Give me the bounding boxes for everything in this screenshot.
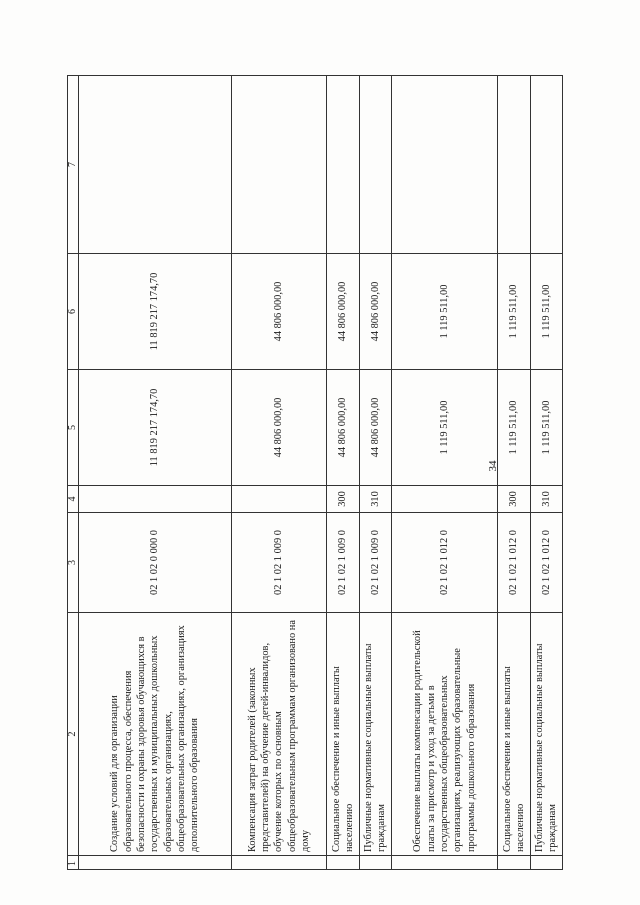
amount-cell: 44 806 000,00 bbox=[231, 370, 327, 486]
expense-type-cell: 300 bbox=[498, 486, 530, 513]
column-number-header-row bbox=[68, 76, 79, 870]
target-code-cell: 02 1 02 1 012 0 bbox=[498, 513, 530, 613]
target-code-cell: 02 1 02 1 009 0 bbox=[327, 513, 359, 613]
budget-table bbox=[67, 75, 563, 870]
expense-type-cell bbox=[79, 486, 231, 513]
item-name-cell: Социальное обеспечение и иные выплаты населению bbox=[498, 613, 530, 856]
column-7-cell bbox=[498, 76, 530, 254]
row-number-cell bbox=[231, 856, 327, 870]
column-7-cell bbox=[79, 76, 231, 254]
table-row bbox=[359, 76, 391, 870]
target-code-cell: 02 1 02 1 009 0 bbox=[231, 513, 327, 613]
amount-cell: 44 806 000,00 bbox=[327, 370, 359, 486]
column-number-header: 3 bbox=[68, 513, 79, 613]
column-number-header: 2 bbox=[68, 613, 79, 856]
column-number-header: 6 bbox=[68, 254, 79, 370]
table-row bbox=[392, 76, 498, 870]
table-body bbox=[68, 76, 563, 870]
target-code-cell: 02 1 02 1 012 0 bbox=[392, 513, 498, 613]
amount-cell: 1 119 511,00 bbox=[498, 370, 530, 486]
item-name-cell: Создание условий для организации образовательного процесса, обеспечения безопасности и охраны здоровья обучающихся в государственных и муниципальных дошкольных образовательных организациях, общеобразовательных организациях, организациях дополнительного образования bbox=[79, 613, 231, 856]
amount-cell: 1 119 511,00 bbox=[530, 370, 562, 486]
target-code-cell: 02 1 02 0 000 0 bbox=[79, 513, 231, 613]
row-number-cell bbox=[530, 856, 562, 870]
item-name-cell: Публичные нормативные социальные выплаты гражданам bbox=[530, 613, 562, 856]
item-name-cell: Публичные нормативные социальные выплаты гражданам bbox=[359, 613, 391, 856]
row-number-cell bbox=[359, 856, 391, 870]
row-number-cell bbox=[79, 856, 231, 870]
item-name-cell: Обеспечение выплаты компенсации родительской платы за присмотр и уход за детьми в государственных общеобразовательных организациях, реализующих образовательные программы дошкольного образования bbox=[392, 613, 498, 856]
expense-type-cell: 300 bbox=[327, 486, 359, 513]
expense-type-cell bbox=[231, 486, 327, 513]
row-number-cell bbox=[392, 856, 498, 870]
amount-cell: 44 806 000,00 bbox=[231, 254, 327, 370]
amount-cell: 1 119 511,00 bbox=[392, 370, 498, 486]
item-name-cell: Компенсация затрат родителей (законных представителей) на обучение детей-инвалидов, обучение которых по основным общеобразовательным программам организовано на дому bbox=[231, 613, 327, 856]
item-name-cell: Социальное обеспечение и иные выплаты населению bbox=[327, 613, 359, 856]
amount-cell: 44 806 000,00 bbox=[359, 254, 391, 370]
column-number-header: 4 bbox=[68, 486, 79, 513]
table-row bbox=[327, 76, 359, 870]
page-number: 34 bbox=[487, 460, 499, 472]
column-number-header: 1 bbox=[68, 856, 79, 870]
column-number-header: 5 bbox=[68, 370, 79, 486]
amount-cell: 1 119 511,00 bbox=[530, 254, 562, 370]
column-7-cell bbox=[327, 76, 359, 254]
column-7-cell bbox=[530, 76, 562, 254]
row-number-cell bbox=[498, 856, 530, 870]
table-row bbox=[231, 76, 327, 870]
table-row bbox=[530, 76, 562, 870]
rotated-content bbox=[67, 76, 563, 870]
amount-cell: 1 119 511,00 bbox=[392, 254, 498, 370]
amount-cell: 11 819 217 174,70 bbox=[79, 370, 231, 486]
column-7-cell bbox=[359, 76, 391, 254]
amount-cell: 1 119 511,00 bbox=[498, 254, 530, 370]
expense-type-cell bbox=[392, 486, 498, 513]
amount-cell: 44 806 000,00 bbox=[359, 370, 391, 486]
amount-cell: 11 819 217 174,70 bbox=[79, 254, 231, 370]
row-number-cell bbox=[327, 856, 359, 870]
target-code-cell: 02 1 02 1 012 0 bbox=[530, 513, 562, 613]
target-code-cell: 02 1 02 1 009 0 bbox=[359, 513, 391, 613]
column-number-header: 7 bbox=[68, 76, 79, 254]
table-row bbox=[79, 76, 231, 870]
table-row bbox=[498, 76, 530, 870]
column-7-cell bbox=[392, 76, 498, 254]
expense-type-cell: 310 bbox=[359, 486, 391, 513]
column-7-cell bbox=[231, 76, 327, 254]
amount-cell: 44 806 000,00 bbox=[327, 254, 359, 370]
expense-type-cell: 310 bbox=[530, 486, 562, 513]
